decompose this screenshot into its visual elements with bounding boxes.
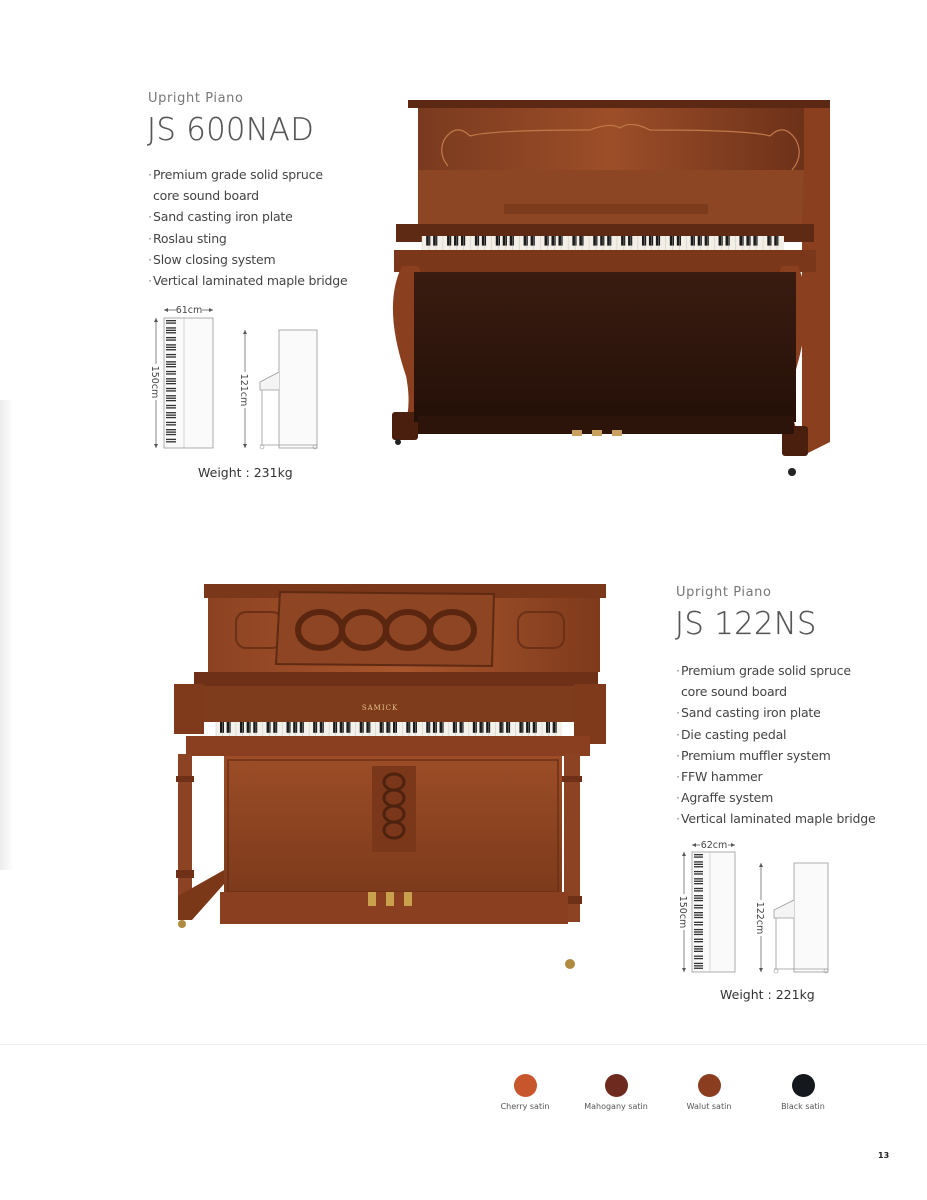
feature-item xyxy=(148,185,347,206)
feature-item xyxy=(676,681,875,702)
page-number: 13 xyxy=(878,1151,890,1160)
feature-item xyxy=(148,228,347,249)
feature-text: Premium grade solid spruce xyxy=(681,663,851,678)
height-label: 121cm xyxy=(238,373,249,407)
feature-text: Die casting pedal xyxy=(681,726,787,742)
finish-label: Cherry satin xyxy=(500,1102,550,1111)
bullet-dot: · xyxy=(148,167,152,182)
bullet-dot: · xyxy=(676,747,680,763)
feature-item xyxy=(676,702,875,723)
piano-js122ns-image xyxy=(172,580,608,972)
bullet-dot: · xyxy=(676,705,680,721)
color-dot xyxy=(792,1074,815,1097)
bullet-dot: · xyxy=(148,209,152,225)
width-label: 150cm xyxy=(149,365,160,399)
product-category: Upright Piano xyxy=(676,585,772,600)
piano-js600nad-image xyxy=(384,96,836,480)
weight-label: Weight : 231kg xyxy=(198,465,293,480)
feature-item xyxy=(148,270,347,291)
feature-item xyxy=(148,249,347,270)
feature-text: Sand casting iron plate xyxy=(681,705,821,721)
finish-label: Walut satin xyxy=(686,1102,732,1111)
dimension-diagram xyxy=(144,302,334,460)
color-dot xyxy=(514,1074,537,1097)
bullet-dot: · xyxy=(676,790,680,806)
feature-text: Roslau sting xyxy=(153,230,227,246)
finish-swatch xyxy=(743,1074,863,1111)
feature-item xyxy=(148,164,347,185)
feature-item xyxy=(676,808,875,829)
feature-text: core sound board xyxy=(681,684,787,700)
color-dot xyxy=(605,1074,628,1097)
bullet-dot: · xyxy=(676,769,680,785)
height-label: 122cm xyxy=(754,901,765,935)
bullet-dot: · xyxy=(676,726,680,742)
feature-item xyxy=(676,724,875,745)
feature-item xyxy=(676,660,875,681)
finish-label: Mahogany satin xyxy=(584,1102,648,1111)
feature-text: Premium grade solid spruce xyxy=(153,167,323,182)
feature-text: Slow closing system xyxy=(153,251,276,267)
feature-text: Vertical laminated maple bridge xyxy=(153,273,348,289)
feature-item xyxy=(676,745,875,766)
footer-divider xyxy=(0,1044,927,1045)
bullet-dot: · xyxy=(676,663,680,678)
dimension-diagram xyxy=(672,838,862,980)
weight-label: Weight : 221kg xyxy=(720,987,815,1002)
feature-list xyxy=(676,660,875,830)
product-category: Upright Piano xyxy=(148,91,244,106)
bullet-dot: · xyxy=(676,811,680,827)
page-edge-shadow xyxy=(0,400,14,870)
feature-item xyxy=(676,766,875,787)
feature-list xyxy=(148,164,347,291)
product-model-name: JS 600NAD xyxy=(147,112,315,148)
product-model-name: JS 122NS xyxy=(675,606,817,642)
depth-label: 61cm xyxy=(175,305,203,316)
feature-text: core sound board xyxy=(153,188,259,204)
feature-text: Sand casting iron plate xyxy=(153,209,293,225)
feature-text: Vertical laminated maple bridge xyxy=(681,811,876,827)
depth-label: 62cm xyxy=(700,840,728,851)
finish-label: Black satin xyxy=(781,1102,825,1111)
color-dot xyxy=(698,1074,721,1097)
feature-item xyxy=(676,787,875,808)
brand-plate: SAMICK xyxy=(361,704,399,712)
feature-text: Premium muffler system xyxy=(681,747,831,763)
feature-text: Agraffe system xyxy=(681,790,774,806)
bullet-dot: · xyxy=(148,273,152,289)
feature-item xyxy=(148,206,347,227)
width-label: 150cm xyxy=(677,895,688,929)
bullet-dot: · xyxy=(148,230,152,246)
feature-text: FFW hammer xyxy=(681,769,763,785)
bullet-dot: · xyxy=(148,251,152,267)
